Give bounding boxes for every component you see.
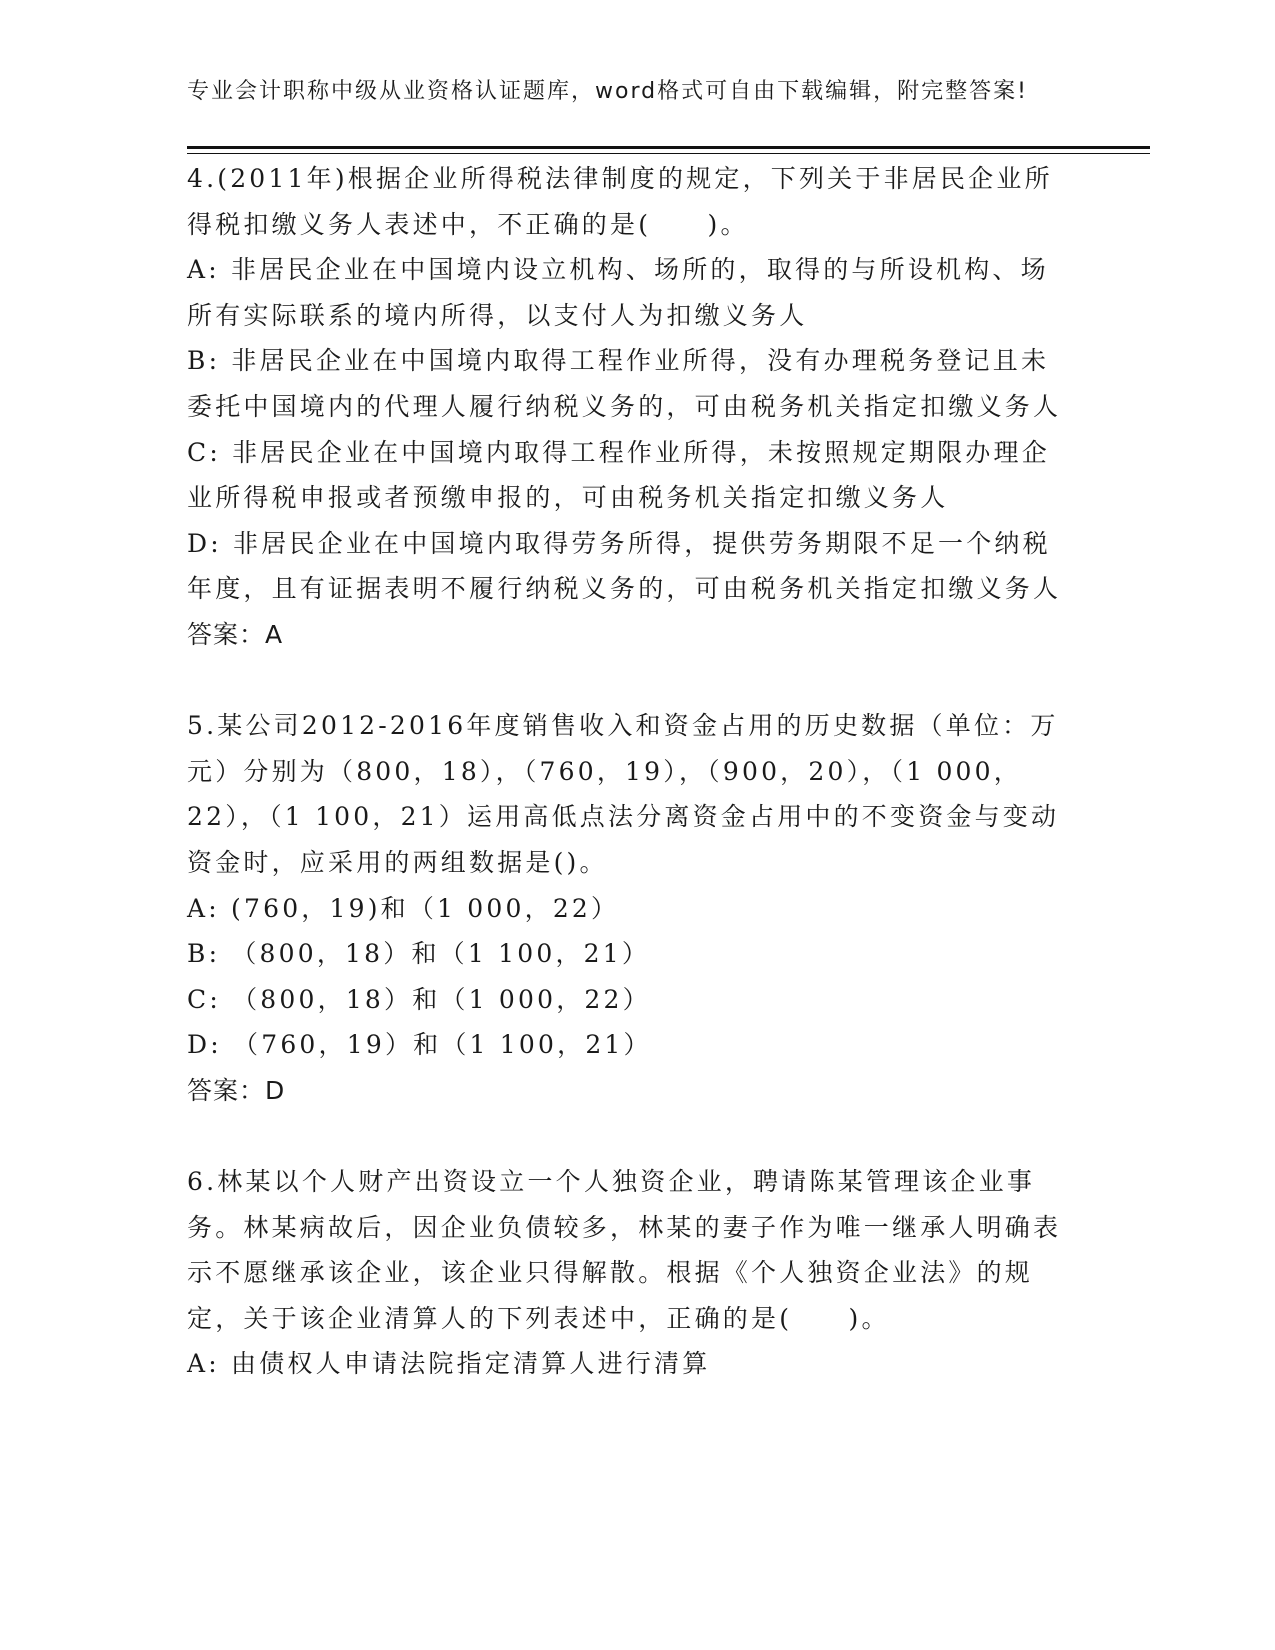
question-4 bbox=[187, 156, 1077, 658]
question-spacer bbox=[187, 1113, 1077, 1159]
question-6-stem: 6.林某以个人财产出资设立一个人独资企业，聘请陈某管理该企业事务。林某病故后，因企业负债较多，林某的妻子作为唯一继承人明确表示不愿继承该企业，该企业只得解散。根据《个人独资企业法》的规定，关于该企业清算人的下列表述中，正确的是( )。 bbox=[187, 1167, 1062, 1333]
question-6 bbox=[187, 1159, 1077, 1387]
question-6-option-a: A: 由债权人申请法院指定清算人进行清算 bbox=[187, 1349, 711, 1379]
question-spacer bbox=[187, 658, 1077, 704]
question-4-answer: 答案：A bbox=[187, 619, 284, 649]
question-4-stem: 4.(2011年)根据企业所得税法律制度的规定，下列关于非居民企业所得税扣缴义务人表述中，不正确的是( )。 bbox=[187, 164, 1053, 239]
question-5-stem: 5.某公司2012-2016年度销售收入和资金占用的历史数据（单位：万元）分别为（800，18），（760，19），（900，20），（1 000，22），（1 100，21）运用高低点法分离资金占用中的不变资金与变动资金时，应采用的两组数据是()。 bbox=[187, 711, 1060, 877]
document-header: 专业会计职称中级从业资格认证题库，word格式可自由下载编辑，附完整答案! bbox=[187, 79, 1028, 104]
question-5-option-c: C: （800，18）和（1 000，22） bbox=[187, 984, 651, 1014]
header-rule-thick bbox=[187, 146, 1150, 149]
question-5-answer: 答案：D bbox=[187, 1075, 286, 1105]
question-5-option-d: D: （760，19）和（1 100，21） bbox=[187, 1030, 652, 1060]
question-5 bbox=[187, 703, 1077, 1113]
question-list bbox=[187, 156, 1077, 1387]
question-5-option-b: B: （800，18）和（1 100，21） bbox=[187, 939, 651, 969]
question-4-option-d: D: 非居民企业在中国境内取得劳务所得，提供劳务期限不足一个纳税年度，且有证据表明不履行纳税义务的，可由税务机关指定扣缴义务人 bbox=[187, 528, 1062, 604]
question-4-option-b: B: 非居民企业在中国境内取得工程作业所得，没有办理税务登记且未委托中国境内的代理人履行纳税义务的，可由税务机关指定扣缴义务人 bbox=[187, 346, 1062, 421]
question-4-option-a: A: 非居民企业在中国境内设立机构、场所的，取得的与所设机构、场所有实际联系的境内所得，以支付人为扣缴义务人 bbox=[187, 255, 1049, 330]
question-4-option-c: C: 非居民企业在中国境内取得工程作业所得，未按照规定期限办理企业所得税申报或者预缴申报的，可由税务机关指定扣缴义务人 bbox=[187, 437, 1050, 513]
header-rule-thin bbox=[187, 153, 1150, 154]
question-5-option-a: A: (760，19)和（1 000，22） bbox=[187, 893, 620, 923]
